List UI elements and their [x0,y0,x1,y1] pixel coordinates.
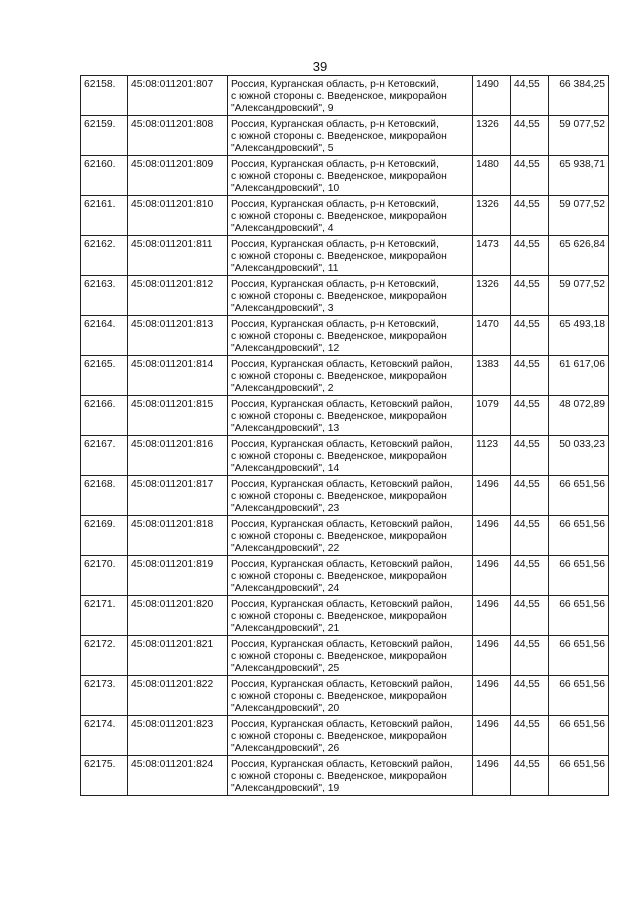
row-number-cell: 62166. [81,396,128,436]
address-line: с южной стороны с. Введенское, микрорайон [231,411,447,422]
address-line: "Александровский", 26 [231,743,340,754]
price-cell: 61 617,06 [549,356,609,396]
address-line: "Александровский", 14 [231,463,340,474]
area-cell: 1123 [473,436,511,476]
rate-cell: 44,55 [511,236,549,276]
cadastral-number-cell: 45:08:011201:820 [128,596,228,636]
address-cell [228,76,473,116]
address-line: с южной стороны с. Введенское, микрорайон [231,91,447,102]
price-cell: 65 493,18 [549,316,609,356]
area-cell: 1496 [473,636,511,676]
table-row [81,156,609,196]
row-number-cell: 62160. [81,156,128,196]
address-line: "Александровский", 2 [231,383,334,394]
price-cell: 59 077,52 [549,276,609,316]
cadastral-number-cell: 45:08:011201:819 [128,556,228,596]
rate-cell: 44,55 [511,396,549,436]
address-line: "Александровский", 9 [231,103,334,114]
address-cell [228,476,473,516]
address-line: с южной стороны с. Введенское, микрорайон [231,291,447,302]
address-cell [228,676,473,716]
price-cell: 66 651,56 [549,716,609,756]
row-number-cell: 62167. [81,436,128,476]
area-cell: 1326 [473,276,511,316]
price-cell: 66 651,56 [549,756,609,796]
cadastral-number-cell: 45:08:011201:814 [128,356,228,396]
address-line: с южной стороны с. Введенское, микрорайон [231,571,447,582]
cadastral-number-cell: 45:08:011201:818 [128,516,228,556]
address-cell [228,356,473,396]
area-cell: 1079 [473,396,511,436]
price-cell: 66 651,56 [549,676,609,716]
address-line: с южной стороны с. Введенское, микрорайон [231,531,447,542]
cadastral-number-cell: 45:08:011201:822 [128,676,228,716]
table-row [81,476,609,516]
area-cell: 1496 [473,676,511,716]
address-line: Россия, Курганская область, Кетовский район, [231,599,453,610]
page-number: 39 [312,59,328,74]
table-body [81,76,609,796]
area-cell: 1496 [473,516,511,556]
address-line: с южной стороны с. Введенское, микрорайон [231,651,447,662]
address-cell [228,596,473,636]
cadastral-number-cell: 45:08:011201:812 [128,276,228,316]
address-line: Россия, Курганская область, р-н Кетовский, [231,79,439,90]
table-row [81,116,609,156]
address-line: с южной стороны с. Введенское, микрорайон [231,691,447,702]
area-cell: 1470 [473,316,511,356]
address-cell [228,396,473,436]
address-line: Россия, Курганская область, Кетовский район, [231,479,453,490]
rate-cell: 44,55 [511,556,549,596]
cadastral-number-cell: 45:08:011201:808 [128,116,228,156]
address-cell [228,196,473,236]
rate-cell: 44,55 [511,596,549,636]
address-line: Россия, Курганская область, Кетовский район, [231,559,453,570]
cadastral-number-cell: 45:08:011201:811 [128,236,228,276]
address-cell [228,436,473,476]
rate-cell: 44,55 [511,436,549,476]
cadastral-number-cell: 45:08:011201:817 [128,476,228,516]
address-line: Россия, Курганская область, Кетовский район, [231,639,453,650]
row-number-cell: 62171. [81,596,128,636]
row-number-cell: 62168. [81,476,128,516]
address-line: с южной стороны с. Введенское, микрорайон [231,211,447,222]
area-cell: 1496 [473,556,511,596]
address-line: Россия, Курганская область, Кетовский район, [231,519,453,530]
cadastral-number-cell: 45:08:011201:823 [128,716,228,756]
address-line: с южной стороны с. Введенское, микрорайон [231,171,447,182]
price-cell: 65 938,71 [549,156,609,196]
address-line: "Александровский", 3 [231,303,334,314]
address-line: "Александровский", 11 [231,263,339,274]
address-line: с южной стороны с. Введенское, микрорайон [231,771,447,782]
area-cell: 1496 [473,596,511,636]
row-number-cell: 62158. [81,76,128,116]
area-cell: 1490 [473,76,511,116]
price-cell: 66 651,56 [549,596,609,636]
price-cell: 66 651,56 [549,476,609,516]
cadastral-number-cell: 45:08:011201:821 [128,636,228,676]
address-cell [228,236,473,276]
address-line: Россия, Курганская область, Кетовский район, [231,399,453,410]
rate-cell: 44,55 [511,316,549,356]
price-cell: 66 651,56 [549,556,609,596]
address-line: Россия, Курганская область, Кетовский район, [231,679,453,690]
address-line: "Александровский", 19 [231,783,340,794]
address-line: с южной стороны с. Введенское, микрорайон [231,251,447,262]
table-row [81,716,609,756]
table-row [81,436,609,476]
land-plot-table [80,75,609,796]
row-number-cell: 62175. [81,756,128,796]
table-row [81,196,609,236]
cadastral-number-cell: 45:08:011201:807 [128,76,228,116]
rate-cell: 44,55 [511,356,549,396]
row-number-cell: 62165. [81,356,128,396]
address-line: "Александровский", 10 [231,183,340,194]
rate-cell: 44,55 [511,676,549,716]
table-row [81,356,609,396]
area-cell: 1496 [473,716,511,756]
table-row [81,556,609,596]
address-line: Россия, Курганская область, Кетовский район, [231,719,453,730]
address-cell [228,276,473,316]
table-row [81,316,609,356]
address-line: "Александровский", 13 [231,423,340,434]
cadastral-number-cell: 45:08:011201:809 [128,156,228,196]
price-cell: 65 626,84 [549,236,609,276]
row-number-cell: 62174. [81,716,128,756]
price-cell: 48 072,89 [549,396,609,436]
address-cell [228,636,473,676]
cadastral-number-cell: 45:08:011201:824 [128,756,228,796]
address-line: с южной стороны с. Введенское, микрорайон [231,451,447,462]
price-cell: 59 077,52 [549,116,609,156]
table-row [81,276,609,316]
address-line: с южной стороны с. Введенское, микрорайон [231,731,447,742]
rate-cell: 44,55 [511,716,549,756]
address-line: "Александровский", 24 [231,583,340,594]
price-cell: 66 651,56 [549,516,609,556]
rate-cell: 44,55 [511,276,549,316]
address-line: с южной стороны с. Введенское, микрорайон [231,131,447,142]
address-cell [228,716,473,756]
row-number-cell: 62172. [81,636,128,676]
address-line: "Александровский", 12 [231,343,340,354]
row-number-cell: 62163. [81,276,128,316]
row-number-cell: 62161. [81,196,128,236]
address-line: "Александровский", 25 [231,663,340,674]
table-row [81,76,609,116]
row-number-cell: 62159. [81,116,128,156]
address-line: "Александровский", 4 [231,223,334,234]
row-number-cell: 62173. [81,676,128,716]
address-line: Россия, Курганская область, Кетовский район, [231,359,453,370]
table-row [81,676,609,716]
rate-cell: 44,55 [511,756,549,796]
table-row [81,236,609,276]
area-cell: 1326 [473,196,511,236]
address-line: Россия, Курганская область, р-н Кетовский, [231,239,439,250]
table-row [81,396,609,436]
row-number-cell: 62164. [81,316,128,356]
address-line: с южной стороны с. Введенское, микрорайон [231,371,447,382]
address-line: "Александровский", 21 [231,623,340,634]
price-cell: 66 384,25 [549,76,609,116]
cadastral-number-cell: 45:08:011201:816 [128,436,228,476]
address-cell [228,156,473,196]
address-cell [228,556,473,596]
address-cell [228,756,473,796]
row-number-cell: 62169. [81,516,128,556]
address-line: "Александровский", 5 [231,143,334,154]
row-number-cell: 62162. [81,236,128,276]
address-line: Россия, Курганская область, р-н Кетовский, [231,199,439,210]
address-line: Россия, Курганская область, Кетовский район, [231,439,453,450]
address-line: с южной стороны с. Введенское, микрорайон [231,491,447,502]
price-cell: 50 033,23 [549,436,609,476]
cadastral-number-cell: 45:08:011201:813 [128,316,228,356]
rate-cell: 44,55 [511,116,549,156]
address-cell [228,116,473,156]
area-cell: 1496 [473,756,511,796]
rate-cell: 44,55 [511,636,549,676]
address-line: Россия, Курганская область, р-н Кетовский, [231,119,439,130]
area-cell: 1326 [473,116,511,156]
address-cell [228,516,473,556]
address-line: "Александровский", 22 [231,543,340,554]
table-row [81,596,609,636]
area-cell: 1383 [473,356,511,396]
table-row [81,756,609,796]
area-cell: 1496 [473,476,511,516]
address-cell [228,316,473,356]
address-line: "Александровский", 23 [231,503,340,514]
price-cell: 59 077,52 [549,196,609,236]
table-row [81,636,609,676]
address-line: Россия, Курганская область, Кетовский район, [231,759,453,770]
rate-cell: 44,55 [511,156,549,196]
address-line: Россия, Курганская область, р-н Кетовский, [231,279,439,290]
address-line: с южной стороны с. Введенское, микрорайон [231,331,447,342]
cadastral-number-cell: 45:08:011201:810 [128,196,228,236]
address-line: с южной стороны с. Введенское, микрорайон [231,611,447,622]
rate-cell: 44,55 [511,76,549,116]
address-line: Россия, Курганская область, р-н Кетовский, [231,319,439,330]
rate-cell: 44,55 [511,516,549,556]
area-cell: 1473 [473,236,511,276]
price-cell: 66 651,56 [549,636,609,676]
row-number-cell: 62170. [81,556,128,596]
rate-cell: 44,55 [511,196,549,236]
address-line: "Александровский", 20 [231,703,340,714]
table-row [81,516,609,556]
cadastral-number-cell: 45:08:011201:815 [128,396,228,436]
address-line: Россия, Курганская область, р-н Кетовский, [231,159,439,170]
area-cell: 1480 [473,156,511,196]
rate-cell: 44,55 [511,476,549,516]
